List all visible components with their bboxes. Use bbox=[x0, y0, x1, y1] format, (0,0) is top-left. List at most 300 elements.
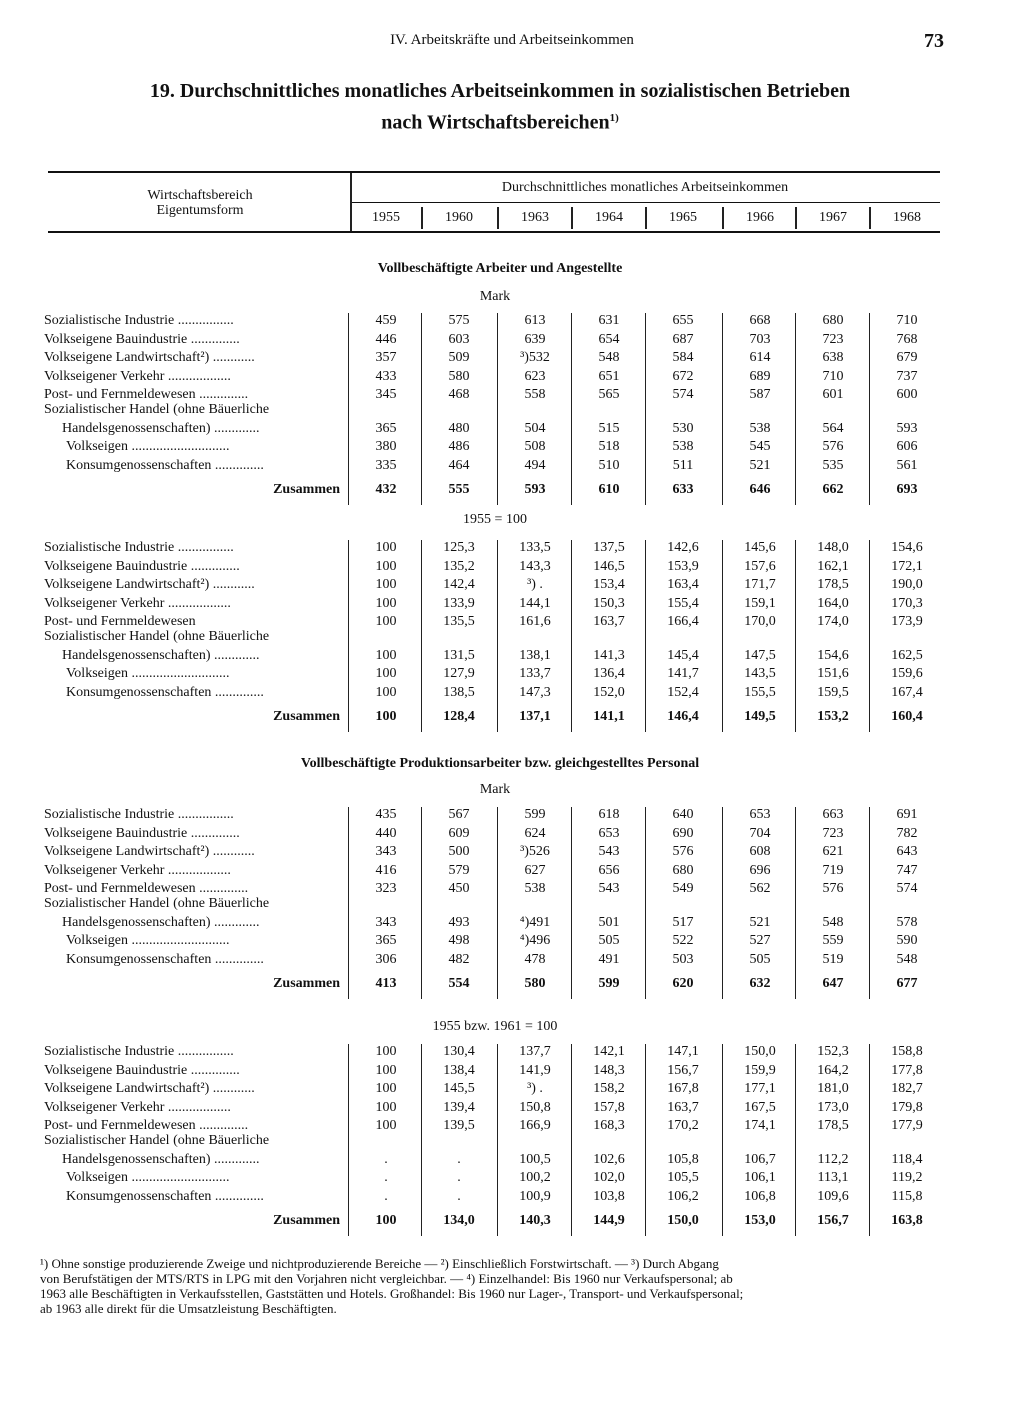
cell-1968: 167,4 bbox=[891, 684, 923, 700]
cell-1966: 608 bbox=[749, 844, 771, 860]
cell-1963: 166,9 bbox=[519, 1118, 551, 1134]
cell-1964: 136,4 bbox=[593, 666, 625, 682]
cell-1964: 142,1 bbox=[593, 1044, 625, 1059]
group-rule bbox=[350, 202, 940, 203]
cell-1965: 584 bbox=[672, 350, 694, 366]
cell-1966: 521 bbox=[749, 457, 771, 473]
cell-1968: 158,8 bbox=[891, 1044, 923, 1059]
cell-1963: 627 bbox=[524, 862, 546, 878]
cell-1968: 600 bbox=[896, 387, 918, 403]
cell-1963: 133,5 bbox=[519, 540, 551, 555]
cell-1963: 144,1 bbox=[519, 595, 551, 611]
cell-1967: 156,7 bbox=[817, 1213, 849, 1229]
row-label: Handelsgenossenschaften) ............. bbox=[62, 914, 260, 930]
cell-1963: 538 bbox=[524, 881, 546, 897]
cell-1965: 633 bbox=[672, 482, 694, 498]
cell-1968: 677 bbox=[896, 976, 918, 992]
cell-1966: 653 bbox=[749, 807, 771, 822]
year-header-1967: 1967 bbox=[819, 210, 847, 225]
cell-1955: 100 bbox=[375, 540, 397, 555]
cell-1960: 580 bbox=[448, 368, 470, 384]
year-header-1960: 1960 bbox=[445, 210, 473, 225]
cell-1960: 139,5 bbox=[443, 1118, 475, 1134]
cell-1967: 152,3 bbox=[817, 1044, 849, 1059]
stub-heading: Wirtschaftsbereich Eigentumsform bbox=[147, 188, 253, 218]
cell-1963: 133,7 bbox=[519, 666, 551, 682]
cell-1955: 100 bbox=[375, 577, 397, 593]
cell-1960: . bbox=[457, 1151, 461, 1167]
cell-1968: 154,6 bbox=[891, 540, 923, 555]
cell-1966: 143,5 bbox=[744, 666, 776, 682]
table-row bbox=[0, 1170, 1000, 1188]
cell-1966: 632 bbox=[749, 976, 771, 992]
cell-1967: 178,5 bbox=[817, 577, 849, 593]
cell-1960: 450 bbox=[448, 881, 470, 897]
cell-1968: 574 bbox=[896, 881, 918, 897]
cell-1964: 148,3 bbox=[593, 1062, 625, 1078]
cell-1964: 144,9 bbox=[593, 1213, 625, 1229]
title-line-2: nach Wirtschaftsbereichen$^{1)}$ bbox=[381, 111, 619, 134]
cell-1965: 142,6 bbox=[667, 540, 699, 555]
cell-1966: 157,6 bbox=[744, 558, 776, 574]
cell-1964: 510 bbox=[598, 457, 620, 473]
cell-1964: 565 bbox=[598, 387, 620, 403]
cell-1966: 170,0 bbox=[744, 614, 776, 630]
running-header: IV. Arbeitskräfte und Arbeitseinkommen bbox=[390, 32, 634, 48]
table-row-total bbox=[0, 482, 1000, 500]
cell-1964: 654 bbox=[598, 331, 620, 347]
cell-1964: 168,3 bbox=[593, 1118, 625, 1134]
cell-1960: 145,5 bbox=[443, 1081, 475, 1097]
cell-1965: 146,4 bbox=[667, 709, 699, 725]
cell-1960: 575 bbox=[448, 313, 470, 328]
table-row bbox=[0, 1152, 1000, 1170]
cell-1963: ³)532 bbox=[520, 350, 550, 366]
row-label: Volkseigener Verkehr .................. bbox=[44, 1099, 231, 1115]
row-label: Post- und Fernmeldewesen .............. bbox=[44, 1118, 249, 1134]
cell-1968: 590 bbox=[896, 933, 918, 949]
cell-1967: 621 bbox=[822, 844, 844, 860]
cell-1966: 159,1 bbox=[744, 595, 776, 611]
row-label-group: Sozialistischer Handel (ohne Bäuerliche bbox=[44, 629, 270, 644]
cell-1964: 153,4 bbox=[593, 577, 625, 593]
cell-1963: 599 bbox=[524, 807, 546, 822]
cell-1960: 135,5 bbox=[443, 614, 475, 630]
cell-1955: 100 bbox=[375, 1213, 397, 1229]
row-label: Sozialistische Industrie ................ bbox=[44, 313, 234, 328]
cell-1967: 710 bbox=[822, 368, 844, 384]
cell-1965: 106,2 bbox=[667, 1188, 699, 1204]
cell-1963: 508 bbox=[524, 439, 546, 455]
table-row bbox=[0, 1189, 1000, 1207]
cell-1967: 647 bbox=[822, 976, 844, 992]
table-row bbox=[0, 952, 1000, 970]
cell-1963: ⁴)491 bbox=[519, 914, 551, 930]
cell-1964: 515 bbox=[598, 420, 620, 436]
cell-1967: 154,6 bbox=[817, 647, 849, 663]
cell-1965: 147,1 bbox=[667, 1044, 699, 1059]
cell-1955: 306 bbox=[375, 951, 397, 967]
row-label: Volkseigene Landwirtschaft²) ............ bbox=[44, 844, 255, 860]
table-row bbox=[0, 844, 1000, 862]
cell-1967: 148,0 bbox=[817, 540, 849, 555]
row-label: Handelsgenossenschaften) ............. bbox=[62, 1151, 260, 1167]
cell-1955: 413 bbox=[375, 976, 397, 992]
cell-1964: 146,5 bbox=[593, 558, 625, 574]
cell-1965: 549 bbox=[672, 881, 694, 897]
row-label: Handelsgenossenschaften) ............. bbox=[62, 420, 260, 436]
cell-1968: 172,1 bbox=[891, 558, 923, 574]
cell-1960: 555 bbox=[448, 482, 470, 498]
cell-1963: ³) . bbox=[527, 577, 543, 593]
cell-1967: 680 bbox=[822, 313, 844, 328]
cell-1967: 723 bbox=[822, 825, 844, 841]
cell-1960: 131,5 bbox=[443, 647, 475, 663]
cell-1955: 343 bbox=[375, 914, 397, 930]
footnote-line: ¹) Ohne sonstige produzierende Zweige und nichtproduzierende Bereiche — ²) Einschließlich Forstwirtschaft. — ³) Durch Abgang bbox=[40, 1256, 719, 1271]
table-row bbox=[0, 648, 1000, 666]
cell-1967: 662 bbox=[822, 482, 844, 498]
table-row bbox=[0, 540, 1000, 558]
cell-1963: 504 bbox=[524, 420, 546, 436]
cell-1963: 143,3 bbox=[519, 558, 551, 574]
cell-1968: 693 bbox=[896, 482, 918, 498]
cell-1955: 440 bbox=[375, 825, 397, 841]
cell-1955: 100 bbox=[375, 1044, 397, 1059]
cell-1960: 464 bbox=[448, 457, 470, 473]
table-row bbox=[0, 685, 1000, 703]
row-label: Volkseigener Verkehr .................. bbox=[44, 368, 231, 384]
row-label: Post- und Fernmeldewesen .............. bbox=[44, 387, 249, 403]
cell-1965: 640 bbox=[672, 807, 694, 822]
cell-1967: 162,1 bbox=[817, 558, 849, 574]
row-label-group: Sozialistischer Handel (ohne Bäuerliche bbox=[44, 896, 270, 911]
table-row-total bbox=[0, 1213, 1000, 1231]
cell-1965: 680 bbox=[672, 862, 694, 878]
row-label: Konsumgenossenschaften .............. bbox=[66, 951, 264, 967]
table-row bbox=[0, 332, 1000, 350]
cell-1967: 178,5 bbox=[817, 1118, 849, 1134]
cell-1968: 578 bbox=[896, 914, 918, 930]
cell-1968: 177,8 bbox=[891, 1062, 923, 1078]
cell-1968: 173,9 bbox=[891, 614, 923, 630]
cell-1963: 478 bbox=[524, 951, 546, 967]
row-label: Sozialistische Industrie ................ bbox=[44, 807, 234, 822]
cell-1967: 181,0 bbox=[817, 1081, 849, 1097]
cell-1955: 100 bbox=[375, 684, 397, 700]
cell-1965: 155,4 bbox=[667, 595, 699, 611]
cell-1964: 491 bbox=[598, 951, 620, 967]
cell-1964: 102,6 bbox=[593, 1151, 625, 1167]
row-label: Volkseigene Bauindustrie .............. bbox=[44, 331, 240, 347]
year-header-1968: 1968 bbox=[893, 210, 921, 225]
cell-1963: 138,1 bbox=[519, 647, 551, 663]
cell-1963: 494 bbox=[524, 457, 546, 473]
cell-1966: 155,5 bbox=[744, 684, 776, 700]
cell-1968: 691 bbox=[896, 807, 918, 822]
cell-1955: 100 bbox=[375, 666, 397, 682]
cell-1968: 179,8 bbox=[891, 1099, 923, 1115]
head-bottom-rule bbox=[48, 231, 940, 233]
cell-1955: . bbox=[384, 1188, 388, 1204]
cell-1967: 109,6 bbox=[817, 1188, 849, 1204]
cell-1963: 613 bbox=[524, 313, 546, 328]
cell-1966: 177,1 bbox=[744, 1081, 776, 1097]
cell-1955: . bbox=[384, 1170, 388, 1186]
row-label-group: Sozialistischer Handel (ohne Bäuerliche bbox=[44, 1133, 270, 1148]
cell-1964: 518 bbox=[598, 439, 620, 455]
cell-1964: 548 bbox=[598, 350, 620, 366]
cell-1960: 567 bbox=[448, 807, 470, 822]
year-header-divider bbox=[571, 207, 573, 229]
cell-1965: 574 bbox=[672, 387, 694, 403]
cell-1965: 522 bbox=[672, 933, 694, 949]
row-label: Volkseigen ............................ bbox=[66, 666, 230, 682]
cell-1955: 100 bbox=[375, 1099, 397, 1115]
cell-1955: 335 bbox=[375, 457, 397, 473]
top-rule bbox=[48, 171, 940, 173]
cell-1963: ³)526 bbox=[520, 844, 550, 860]
cell-1967: 174,0 bbox=[817, 614, 849, 630]
cell-1968: 782 bbox=[896, 825, 918, 841]
cell-1966: 159,9 bbox=[744, 1062, 776, 1078]
cell-1955: 365 bbox=[375, 420, 397, 436]
cell-1964: 631 bbox=[598, 313, 620, 328]
cell-1966: 174,1 bbox=[744, 1118, 776, 1134]
cell-1965: 687 bbox=[672, 331, 694, 347]
table-row bbox=[0, 807, 1000, 825]
cell-1965: 620 bbox=[672, 976, 694, 992]
unit-label: 1955 = 100 bbox=[463, 512, 527, 527]
cell-1955: 416 bbox=[375, 862, 397, 878]
cell-1965: 153,9 bbox=[667, 558, 699, 574]
cell-1955: 323 bbox=[375, 881, 397, 897]
cell-1960: 468 bbox=[448, 387, 470, 403]
cell-1960: 130,4 bbox=[443, 1044, 475, 1059]
footnote-line: ab 1963 alle direkt für die Umsatzleistung Beschäftigten. bbox=[40, 1301, 337, 1316]
row-label: Volkseigene Landwirtschaft²) ............ bbox=[44, 577, 255, 593]
row-label: Konsumgenossenschaften .............. bbox=[66, 457, 264, 473]
cell-1964: 103,8 bbox=[593, 1188, 625, 1204]
cell-1965: 152,4 bbox=[667, 684, 699, 700]
cell-1960: 509 bbox=[448, 350, 470, 366]
year-header-divider bbox=[497, 207, 499, 229]
footnotes bbox=[40, 1256, 940, 1316]
cell-1968: 643 bbox=[896, 844, 918, 860]
cell-1966: 689 bbox=[749, 368, 771, 384]
section-heading: Vollbeschäftigte Produktionsarbeiter bzw. gleichgestelltes Personal bbox=[300, 756, 700, 771]
cell-1966: 150,0 bbox=[744, 1044, 776, 1059]
cell-1964: 618 bbox=[598, 807, 620, 822]
cell-1960: 500 bbox=[448, 844, 470, 860]
cell-1965: 150,0 bbox=[667, 1213, 699, 1229]
cell-1960: 142,4 bbox=[443, 577, 475, 593]
page-number: 73 bbox=[924, 30, 944, 52]
table-row bbox=[0, 439, 1000, 457]
cell-1964: 543 bbox=[598, 881, 620, 897]
table-row bbox=[0, 458, 1000, 476]
table-row bbox=[0, 915, 1000, 933]
row-label: Volkseigener Verkehr .................. bbox=[44, 595, 231, 611]
cell-1968: 162,5 bbox=[891, 647, 923, 663]
table-row-total bbox=[0, 976, 1000, 994]
cell-1965: 163,7 bbox=[667, 1099, 699, 1115]
row-label: Konsumgenossenschaften .............. bbox=[66, 684, 264, 700]
cell-1968: 548 bbox=[896, 951, 918, 967]
cell-1964: 599 bbox=[598, 976, 620, 992]
cell-1963: 593 bbox=[524, 482, 546, 498]
cell-1967: 113,1 bbox=[817, 1170, 849, 1186]
year-header-1955: 1955 bbox=[372, 210, 400, 225]
cell-1963: 623 bbox=[524, 368, 546, 384]
cell-1966: 505 bbox=[749, 951, 771, 967]
cell-1964: 152,0 bbox=[593, 684, 625, 700]
cell-1964: 141,1 bbox=[593, 709, 625, 725]
cell-1967: 151,6 bbox=[817, 666, 849, 682]
cell-1955: 459 bbox=[375, 313, 397, 328]
cell-1964: 651 bbox=[598, 368, 620, 384]
cell-1955: 343 bbox=[375, 844, 397, 860]
cell-1955: 100 bbox=[375, 647, 397, 663]
cell-1968: 710 bbox=[896, 313, 918, 328]
cell-1964: 505 bbox=[598, 933, 620, 949]
cell-1964: 141,3 bbox=[593, 647, 625, 663]
cell-1963: 161,6 bbox=[519, 614, 551, 630]
cell-1964: 157,8 bbox=[593, 1099, 625, 1115]
cell-1967: 173,0 bbox=[817, 1099, 849, 1115]
row-label: Zusammen bbox=[273, 976, 340, 992]
cell-1967: 564 bbox=[822, 420, 844, 436]
cell-1965: 167,8 bbox=[667, 1081, 699, 1097]
cell-1965: 105,8 bbox=[667, 1151, 699, 1167]
year-header-divider bbox=[645, 207, 647, 229]
row-label: Handelsgenossenschaften) ............. bbox=[62, 647, 260, 663]
cell-1968: 119,2 bbox=[891, 1170, 923, 1186]
row-label: Volkseigen ............................ bbox=[66, 933, 230, 949]
cell-1968: 190,0 bbox=[891, 577, 923, 593]
cell-1966: 704 bbox=[749, 825, 771, 841]
table-row bbox=[0, 559, 1000, 577]
cell-1965: 530 bbox=[672, 420, 694, 436]
cell-1955: 435 bbox=[375, 807, 397, 822]
table-row bbox=[0, 577, 1000, 595]
table-row bbox=[0, 933, 1000, 951]
cell-1966: 149,5 bbox=[744, 709, 776, 725]
cell-1955: 446 bbox=[375, 331, 397, 347]
table-row bbox=[0, 313, 1000, 331]
cell-1963: 137,7 bbox=[519, 1044, 551, 1059]
cell-1966: 696 bbox=[749, 862, 771, 878]
cell-1968: 768 bbox=[896, 331, 918, 347]
cell-1964: 150,3 bbox=[593, 595, 625, 611]
title-line-1: 19. Durchschnittliches monatliches Arbeitseinkommen in sozialistischen Betrieben bbox=[149, 80, 851, 102]
cell-1965: 672 bbox=[672, 368, 694, 384]
cell-1965: 141,7 bbox=[667, 666, 699, 682]
table-row bbox=[0, 369, 1000, 387]
cell-1960: 498 bbox=[448, 933, 470, 949]
row-label: Volkseigen ............................ bbox=[66, 1170, 230, 1186]
cell-1963: 141,9 bbox=[519, 1062, 551, 1078]
cell-1960: 139,4 bbox=[443, 1099, 475, 1115]
cell-1965: 163,4 bbox=[667, 577, 699, 593]
table-title bbox=[0, 78, 1000, 137]
row-label: Konsumgenossenschaften .............. bbox=[66, 1188, 264, 1204]
row-label: Post- und Fernmeldewesen bbox=[44, 614, 196, 630]
cell-1964: 610 bbox=[598, 482, 620, 498]
cell-1967: 112,2 bbox=[817, 1151, 849, 1167]
row-label: Volkseigene Bauindustrie .............. bbox=[44, 825, 240, 841]
cell-1960: 609 bbox=[448, 825, 470, 841]
table-row bbox=[0, 1100, 1000, 1118]
row-label: Zusammen bbox=[273, 482, 340, 498]
cell-1963: 100,2 bbox=[519, 1170, 551, 1186]
cell-1964: 653 bbox=[598, 825, 620, 841]
cell-1955: 433 bbox=[375, 368, 397, 384]
cell-1968: 115,8 bbox=[891, 1188, 923, 1204]
cell-1955: 100 bbox=[375, 1081, 397, 1097]
row-label: Post- und Fernmeldewesen .............. bbox=[44, 881, 249, 897]
cell-1966: 145,6 bbox=[744, 540, 776, 555]
row-label: Volkseigene Bauindustrie .............. bbox=[44, 558, 240, 574]
cell-1960: 133,9 bbox=[443, 595, 475, 611]
cell-1955: 100 bbox=[375, 595, 397, 611]
cell-1963: 100,9 bbox=[519, 1188, 551, 1204]
cell-1963: 137,1 bbox=[519, 709, 551, 725]
cell-1966: 668 bbox=[749, 313, 771, 328]
row-label: Volkseigener Verkehr .................. bbox=[44, 862, 231, 878]
cell-1955: 100 bbox=[375, 1062, 397, 1078]
cell-1968: 170,3 bbox=[891, 595, 923, 611]
cell-1966: 545 bbox=[749, 439, 771, 455]
row-label: Volkseigene Landwirtschaft²) ............ bbox=[44, 1081, 255, 1097]
cell-1967: 559 bbox=[822, 933, 844, 949]
cell-1966: 153,0 bbox=[744, 1213, 776, 1229]
cell-1967: 638 bbox=[822, 350, 844, 366]
cell-1960: 603 bbox=[448, 331, 470, 347]
cell-1968: 593 bbox=[896, 420, 918, 436]
year-header-divider bbox=[722, 207, 724, 229]
cell-1955: 365 bbox=[375, 933, 397, 949]
cell-1967: 548 bbox=[822, 914, 844, 930]
cell-1967: 663 bbox=[822, 807, 844, 822]
cell-1966: 106,7 bbox=[744, 1151, 776, 1167]
cell-1966: 614 bbox=[749, 350, 771, 366]
cell-1967: 153,2 bbox=[817, 709, 849, 725]
cell-1960: 482 bbox=[448, 951, 470, 967]
year-header-divider bbox=[795, 207, 797, 229]
cell-1968: 160,4 bbox=[891, 709, 923, 725]
cell-1963: 624 bbox=[524, 825, 546, 841]
cell-1960: 486 bbox=[448, 439, 470, 455]
cell-1968: 177,9 bbox=[891, 1118, 923, 1134]
cell-1966: 646 bbox=[749, 482, 771, 498]
cell-1967: 164,2 bbox=[817, 1062, 849, 1078]
cell-1964: 137,5 bbox=[593, 540, 625, 555]
footnote-line: von Berufstätigen der MTS/RTS in LPG mit den Vorjahren nicht vergleichbar. — ⁴) Einzelhandel: Bis 1960 nur Verkaufspersonal; ab bbox=[40, 1271, 733, 1286]
cell-1964: 102,0 bbox=[593, 1170, 625, 1186]
row-label: Sozialistische Industrie ................ bbox=[44, 540, 234, 555]
year-header-divider bbox=[421, 207, 423, 229]
cell-1955: 100 bbox=[375, 614, 397, 630]
cell-1960: 138,5 bbox=[443, 684, 475, 700]
cell-1965: 511 bbox=[672, 457, 694, 473]
cell-1965: 576 bbox=[672, 844, 694, 860]
cell-1960: 554 bbox=[448, 976, 470, 992]
cell-1963: 140,3 bbox=[519, 1213, 551, 1229]
cell-1968: 561 bbox=[896, 457, 918, 473]
cell-1965: 145,4 bbox=[667, 647, 699, 663]
year-header-1963: 1963 bbox=[521, 210, 549, 225]
